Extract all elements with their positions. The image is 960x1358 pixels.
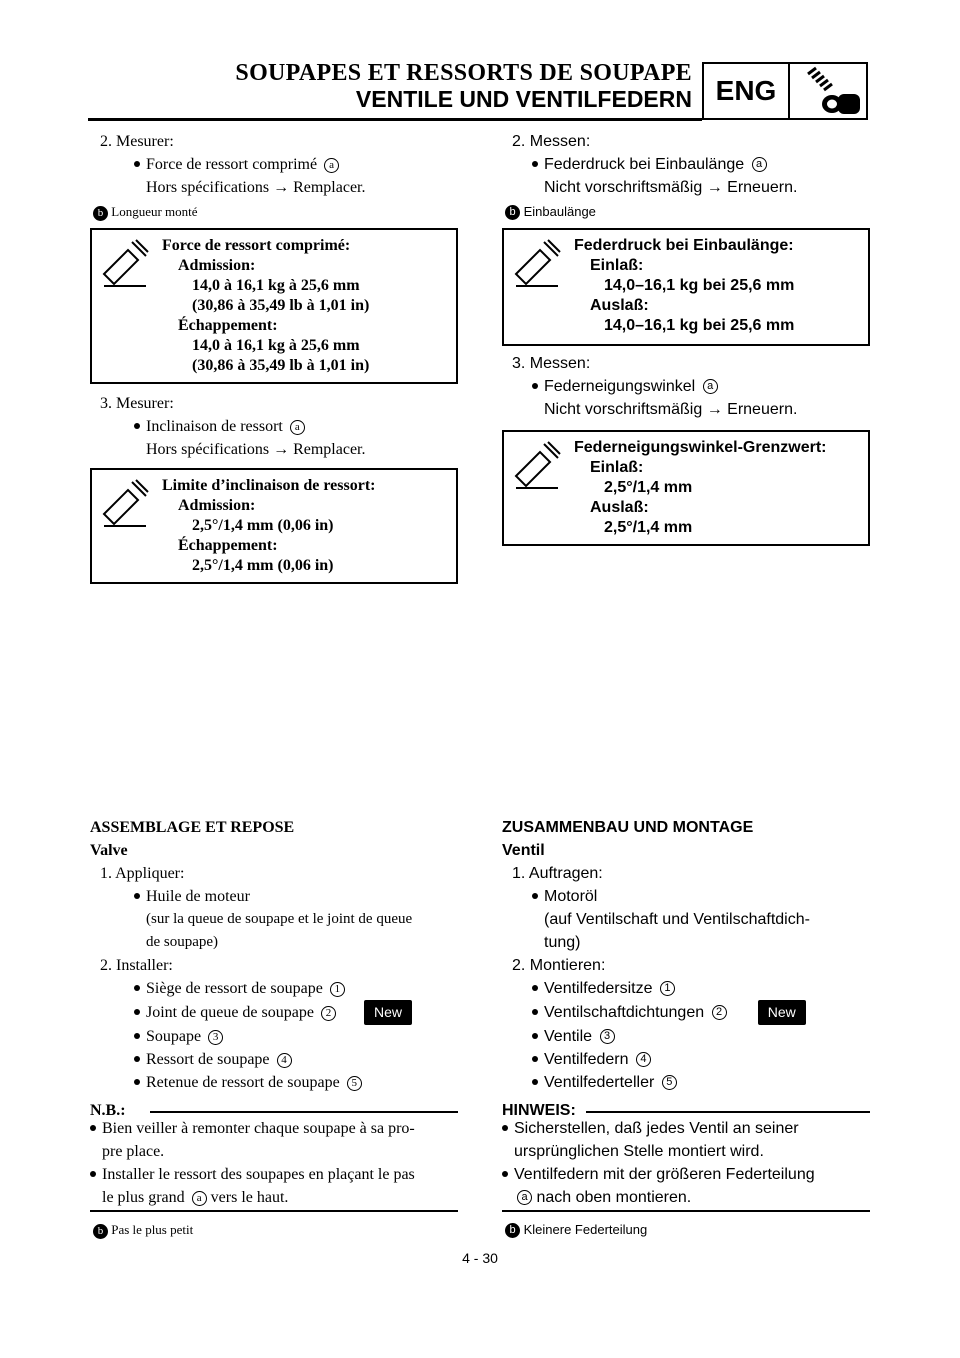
wrench-spec-icon bbox=[510, 236, 564, 290]
fr-step2-note: b Longueur monté bbox=[90, 200, 458, 223]
de-step2-action: Nicht vorschriftsmäßig → Erneuern. bbox=[544, 179, 798, 196]
new-part-badge: New bbox=[758, 1000, 806, 1025]
list-item: Ventilfedern 4 bbox=[502, 1048, 870, 1071]
fr-step2 bbox=[90, 130, 458, 223]
list-item: Retenue de ressort de soupape 5 bbox=[90, 1071, 458, 1094]
de-step3-title: 3. Messen: bbox=[512, 355, 591, 372]
fr-assembly-sub: Valve bbox=[90, 842, 128, 859]
fr-step2-bullet: Force de ressort comprimé a bbox=[90, 153, 458, 176]
list-item: Ventilfedersitze 1 bbox=[502, 977, 870, 1000]
de-spec-box-1: Federdruck bei Einbaulänge: Einlaß: 14,0–16,1 kg bei 25,6 mm Auslaß: 14,0–16,1 kg bei 25,6 mm bbox=[502, 228, 870, 346]
list-item: Joint de queue de soupape 2 New bbox=[90, 1000, 458, 1025]
de-step2 bbox=[502, 130, 870, 223]
page-title-fr: SOUPAPES ET RESSORTS DE SOUPAPE bbox=[235, 60, 692, 86]
de-step2-bullet: Federdruck bei Einbaulänge a bbox=[502, 153, 870, 176]
de-nb-rule bbox=[586, 1111, 870, 1113]
fr-nb-footnote: b Pas le plus petit bbox=[90, 1218, 193, 1241]
fr-step3 bbox=[90, 392, 458, 461]
de-step3-bullet: Federneigungswinkel a bbox=[502, 375, 870, 398]
list-item: Soupape 3 bbox=[90, 1025, 458, 1048]
list-item: Ressort de soupape 4 bbox=[90, 1048, 458, 1071]
de-nb-label: HINWEIS: bbox=[502, 1102, 576, 1119]
fr-assembly: ASSEMBLAGE ET REPOSE Valve 1. Appliquer: Huile de moteur (sur la queue de soupape et le joint de queue de soupape) 2. Installer: Siège de ressort de soupape 1 Joint de queue de soupape 2 New Soupape 3 Ressort de soupape 4 Retenue de ressort de soupape 5 bbox=[90, 816, 458, 1094]
fr-nb-bottom-rule bbox=[90, 1210, 458, 1212]
list-item: Ventile 3 bbox=[502, 1025, 870, 1048]
fr-nb: Bien veiller à remonter chaque soupape à sa pro- pre place. Installer le ressort des soupapes en plaçant le pas le plus grand a vers le haut. bbox=[90, 1117, 458, 1209]
de-spec1-title: Federdruck bei Einbaulänge: bbox=[574, 237, 794, 254]
list-item: Ventilschaftdichtungen 2 New bbox=[502, 1000, 870, 1025]
fr-spec-box-2: Limite d’inclinaison de ressort: Admission: 2,5°/1,4 mm (0,06 in) Échappement: 2,5°/1,4 mm (0,06 in) bbox=[90, 468, 458, 584]
list-item: Ventilfederteller 5 bbox=[502, 1071, 870, 1094]
de-step2-note: b Einbaulänge bbox=[502, 200, 870, 223]
page-title-de: VENTILE UND VENTILFEDERN bbox=[355, 86, 692, 112]
new-part-badge: New bbox=[364, 1000, 412, 1025]
fr-step2-title: 2. Mesurer: bbox=[100, 133, 174, 150]
fr-spec1-title: Force de ressort comprimé: bbox=[162, 237, 351, 254]
fr-step3-action: Hors spécifications → Remplacer. bbox=[146, 441, 366, 458]
wrench-spec-icon bbox=[98, 236, 152, 290]
section-badge: ENG bbox=[702, 62, 790, 120]
de-assembly-sub: Ventil bbox=[502, 842, 545, 859]
de-step2-title: 2. Messen: bbox=[512, 133, 591, 150]
de-step3-action: Nicht vorschriftsmäßig → Erneuern. bbox=[544, 401, 798, 418]
de-nb: Sicherstellen, daß jedes Ventil an seiner ursprünglichen Stelle montiert wird. Ventilfedern mit der größeren Federteilung a nach oben montieren. bbox=[502, 1117, 870, 1209]
fr-nb-label: N.B.: bbox=[90, 1102, 126, 1119]
de-nb-bottom-rule bbox=[502, 1210, 870, 1212]
page-number: 4 - 30 bbox=[462, 1250, 498, 1266]
de-spec2-title: Federneigungswinkel-Grenzwert: bbox=[574, 439, 827, 456]
engine-valve-icon bbox=[788, 62, 868, 120]
wrench-spec-icon bbox=[98, 476, 152, 530]
de-step3 bbox=[502, 352, 870, 421]
fr-spec2-title: Limite d’inclinaison de ressort: bbox=[162, 477, 376, 494]
fr-step2-action: Hors spécifications → Remplacer. bbox=[146, 179, 366, 196]
de-nb-footnote: b Kleinere Federteilung bbox=[502, 1218, 647, 1241]
list-item: Siège de ressort de soupape 1 bbox=[90, 977, 458, 1000]
marker-a: a bbox=[324, 158, 339, 173]
wrench-spec-icon bbox=[510, 438, 564, 492]
fr-assembly-heading: ASSEMBLAGE ET REPOSE bbox=[90, 819, 295, 836]
fr-nb-rule bbox=[150, 1111, 458, 1113]
fr-step3-bullet: Inclinaison de ressort a bbox=[90, 415, 458, 438]
de-assembly-heading: ZUSAMMENBAU UND MONTAGE bbox=[502, 819, 754, 836]
header-rule bbox=[88, 118, 702, 121]
fr-step3-title: 3. Mesurer: bbox=[100, 395, 174, 412]
fr-spec-box-1: Force de ressort comprimé: Admission: 14,0 à 16,1 kg à 25,6 mm (30,86 à 35,49 lb à 1,01 in) Échappement: 14,0 à 16,1 kg à 25,6 mm (30,86 à 35,49 lb à 1,01 in) bbox=[90, 228, 458, 384]
de-assembly: ZUSAMMENBAU UND MONTAGE Ventil 1. Auftragen: Motoröl (auf Ventilschaft und Ventilschaftdich- tung) 2. Montieren: Ventilfedersitze 1 Ventilschaftdichtungen 2 New Ventile 3 Ventilfedern 4 Ventilfederteller 5 bbox=[502, 816, 870, 1094]
de-spec-box-2: Federneigungswinkel-Grenzwert: Einlaß: 2,5°/1,4 mm Auslaß: 2,5°/1,4 mm bbox=[502, 430, 870, 546]
